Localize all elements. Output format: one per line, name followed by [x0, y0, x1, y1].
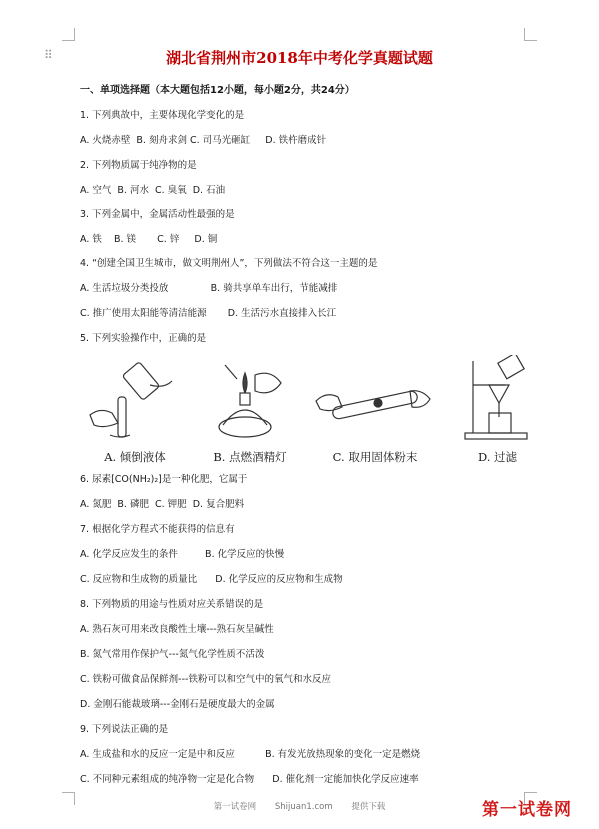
figure-pouring-liquid — [80, 355, 190, 465]
question-line: C. 反应物和生成物的质量比 D. 化学反应的反应物和生成物 — [80, 574, 343, 585]
alcohol-lamp-illustration — [195, 355, 305, 443]
figure-caption: D. 过滤 — [477, 450, 518, 464]
corner-mark-top-right — [524, 28, 537, 41]
question-line: A. 氮肥 B. 磷肥 C. 钾肥 D. 复合肥料 — [80, 499, 245, 510]
corner-mark-top-left — [62, 28, 75, 41]
question-line: C. 推广使用太阳能等清洁能源 D. 生活污水直接排入长江 — [80, 308, 337, 319]
question-line: 8. 下列物质的用途与性质对应关系错误的是 — [80, 599, 264, 610]
section-heading: 一、单项选择题（本大题包括12小题，每小题2分，共24分） — [80, 85, 355, 96]
figure-taking-powder — [310, 355, 440, 465]
figure-caption: C. 取用固体粉末 — [332, 450, 418, 464]
question-line: A. 铁 B. 镁 C. 锌 D. 铜 — [80, 234, 218, 245]
powder-tube-illustration — [310, 355, 440, 443]
footer-site-name: 第一试卷网 — [213, 802, 257, 812]
question-line: C. 铁粉可做食品保鲜剂---铁粉可以和空气中的氧气和水反应 — [80, 674, 331, 685]
question-line: A. 化学反应发生的条件 B. 化学反应的快慢 — [80, 549, 285, 560]
question-line: 3. 下列金属中，金属活动性最强的是 — [80, 209, 235, 220]
question-line: A. 生活垃圾分类投放 B. 骑共享单车出行，节能减排 — [80, 283, 338, 294]
brand-watermark: 第一试卷网 — [482, 800, 572, 820]
question-line: A. 熟石灰可用来改良酸性土壤---熟石灰呈碱性 — [80, 624, 274, 635]
question-line: 4. “创建全国卫生城市，做文明荆州人”，下列做法不符合这一主题的是 — [80, 258, 378, 269]
question-line: A. 空气 B. 河水 C. 臭氧 D. 石油 — [80, 185, 226, 196]
filtration-apparatus-illustration — [455, 355, 540, 443]
footer-download-text: 提供下载 — [351, 802, 386, 812]
figure-filtration — [455, 355, 540, 465]
question-line: 9. 下列说法正确的是 — [80, 724, 169, 735]
question-line: A. 生成盐和水的反应一定是中和反应 B. 有发光放热现象的变化一定是燃烧 — [80, 749, 421, 760]
question-line: D. 金刚石能裁玻璃---金刚石是硬度最大的金属 — [80, 699, 275, 710]
footer-site-url[interactable]: Shijuan1.com — [274, 802, 333, 812]
question-line: 7. 根据化学方程式不能获得的信息有 — [80, 524, 235, 535]
document-title: 湖北省荆州市2018年中考化学真题试题 — [166, 49, 433, 67]
question-line: 5. 下列实验操作中，正确的是 — [80, 333, 207, 344]
pouring-liquid-illustration — [80, 355, 190, 443]
drag-handle-icon[interactable]: ⠿ — [44, 48, 54, 62]
figure-lighting-lamp — [195, 355, 305, 465]
question-line: C. 不同种元素组成的纯净物一定是化合物 D. 催化剂一定能加快化学反应速率 — [80, 774, 419, 785]
experiment-figures — [80, 355, 540, 465]
figure-caption: B. 点燃酒精灯 — [213, 450, 287, 464]
question-line: B. 氮气常用作保护气---氮气化学性质不活泼 — [80, 649, 265, 660]
question-line: 6. 尿素[CO(NH₂)₂]是一种化肥，它属于 — [80, 474, 248, 485]
figure-caption: A. 倾倒液体 — [104, 450, 166, 464]
question-line: 1. 下列典故中，主要体现化学变化的是 — [80, 110, 245, 121]
question-line: 2. 下列物质属于纯净物的是 — [80, 160, 197, 171]
question-line: A. 火烧赤壁 B. 刻舟求剑 C. 司马光砸缸 D. 铁杵磨成针 — [80, 135, 327, 146]
